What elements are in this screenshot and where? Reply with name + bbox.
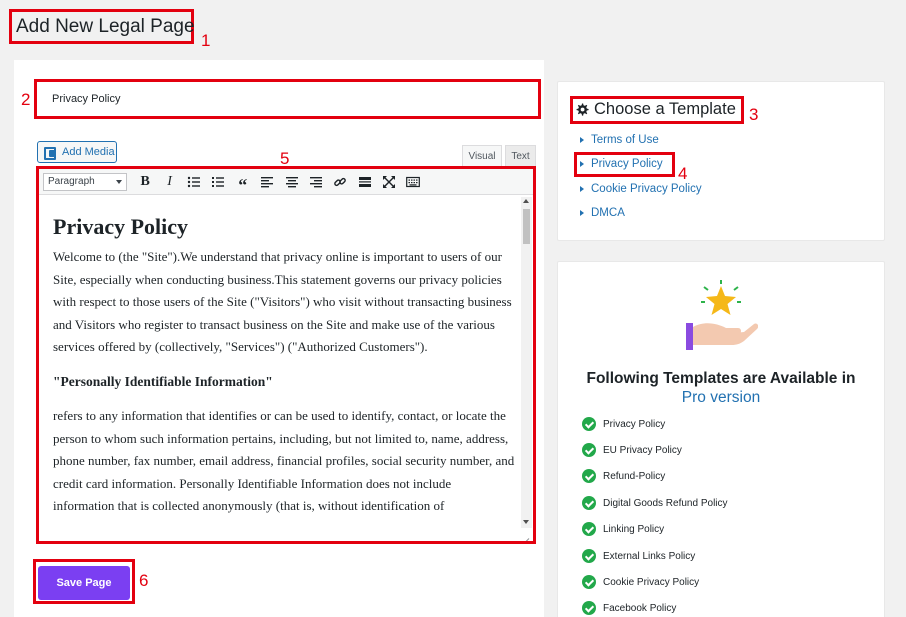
pro-template-label: Refund-Policy — [603, 470, 666, 482]
tab-text[interactable]: Text — [505, 145, 536, 167]
annotation-box-3 — [570, 96, 744, 124]
content-paragraph: Welcome to (the "Site").We understand that privacy online is important to users of our Site, especially when conducting business.This statement governs our privacy policies with respect to those users of the Site ("Visitors") who visit without transacting business and Visitors who register to transact business on the Site and make use of the various services offered by (collectively, "Services") ("Authorized Customers"). — [53, 249, 512, 355]
pro-template-item — [582, 522, 664, 536]
bold-icon[interactable]: B — [140, 173, 150, 189]
pro-template-label: Privacy Policy — [603, 418, 666, 430]
check-circle-icon — [582, 443, 596, 457]
pro-template-label: Linking Policy — [603, 523, 665, 535]
annotation-box-4 — [574, 152, 675, 177]
annotation-number-2: 2 — [21, 90, 31, 109]
check-circle-icon — [582, 469, 596, 483]
add-media-label: Add Media — [62, 146, 115, 158]
triangle-bullet-icon — [580, 210, 584, 216]
annotation-number-4: 4 — [678, 164, 688, 183]
hand-star-icon — [684, 280, 758, 352]
pro-template-item — [582, 443, 682, 457]
template-link-terms-of-use[interactable] — [580, 134, 659, 146]
italic-icon[interactable]: I — [167, 173, 172, 189]
pro-template-item — [582, 496, 728, 510]
media-icon — [44, 146, 57, 158]
pro-version-label: Pro version — [681, 389, 761, 406]
annotation-number-1: 1 — [201, 31, 211, 50]
document-heading: Privacy Policy — [53, 214, 189, 239]
pro-template-label: External Links Policy — [603, 550, 696, 562]
check-circle-icon — [582, 549, 596, 563]
pro-heading — [557, 369, 885, 407]
save-page-button[interactable]: Save Page — [38, 566, 130, 600]
check-circle-icon — [582, 601, 596, 615]
content-bold-heading: "Personally Identifiable Information" — [53, 373, 273, 389]
template-link-label: Terms of Use — [591, 134, 659, 146]
pro-heading-text: Following Templates are Available in — [586, 370, 856, 387]
tab-visual[interactable]: Visual — [462, 145, 502, 167]
template-link-dmca[interactable] — [580, 207, 625, 219]
pro-template-item — [582, 575, 699, 589]
content-paragraph: refers to any information that identifies or can be used to identify, contact, or locate the person to whom such information pertains, including, but not limited to, name, address, phone number, fax number, email address, financial profiles, social security number, and credit card information. Personally Identifiable Information does not include information that is collected anonymously (that is, without identification of — [53, 407, 515, 514]
choose-template-label: Choose a Template — [594, 100, 736, 118]
add-media-button[interactable] — [37, 141, 117, 163]
check-circle-icon — [582, 522, 596, 536]
template-link-label: Privacy Policy — [591, 158, 663, 170]
blockquote-icon[interactable]: “ — [238, 174, 248, 195]
pro-template-item — [582, 549, 695, 563]
pro-template-label: Digital Goods Refund Policy — [603, 497, 728, 509]
pro-template-item — [582, 601, 676, 615]
triangle-bullet-icon — [580, 137, 584, 143]
annotation-number-5: 5 — [280, 149, 290, 168]
pro-template-label: Cookie Privacy Policy — [603, 576, 700, 588]
pro-template-item — [582, 469, 665, 483]
pro-template-label: Facebook Policy — [603, 602, 677, 614]
template-link-label: Cookie Privacy Policy — [591, 183, 702, 195]
check-circle-icon — [582, 496, 596, 510]
check-circle-icon — [582, 417, 596, 431]
check-circle-icon — [582, 575, 596, 589]
triangle-bullet-icon — [580, 186, 584, 192]
template-link-label: DMCA — [591, 207, 625, 219]
template-link-cookie-privacy-policy[interactable] — [580, 183, 702, 195]
pro-template-item — [582, 417, 665, 431]
pro-template-label: EU Privacy Policy — [603, 444, 682, 456]
page-title: Add New Legal Page — [16, 16, 195, 37]
annotation-number-6: 6 — [139, 571, 149, 590]
annotation-box-6 — [33, 559, 135, 604]
annotation-box-5 — [36, 166, 536, 544]
annotation-number-3: 3 — [749, 105, 759, 124]
format-select-value: Paragraph — [48, 176, 95, 187]
annotation-box-2 — [34, 79, 541, 119]
